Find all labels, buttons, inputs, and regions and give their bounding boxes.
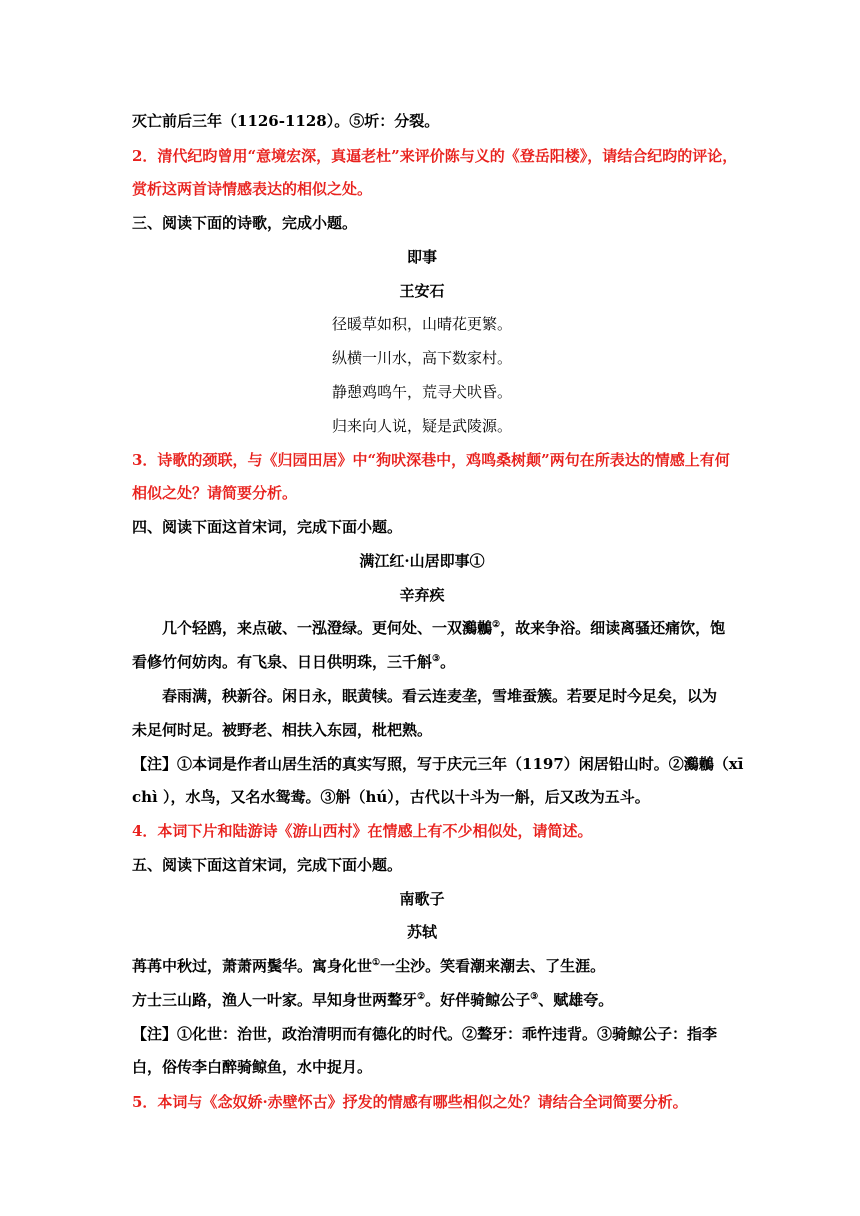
- question-2-line-2: 赏析这两首诗情感表达的相似之处。: [132, 180, 373, 198]
- poem-4-author: 辛弃疾: [399, 586, 445, 604]
- poem-5-note-line-2: 白，俗传李白醉骑鲸鱼，水中捉月。: [132, 1058, 373, 1076]
- poem-5-line-2: 方士三山路，渔人一叶家。早知身世两聱牙②。好伴骑鲸公子③、赋雄夸。: [132, 991, 614, 1009]
- poem-3-title: 即事: [406, 248, 437, 266]
- poem-3-line-3: 静憩鸡鸣午，荒寻犬吠昏。: [331, 383, 512, 401]
- section-3-heading: 三、阅读下面的诗歌，完成小题。: [132, 214, 358, 232]
- question-4: 4．本词下片和陆游诗《游山西村》在情感上有不少相似处，请简述。: [132, 822, 593, 840]
- poem-4-note-line-1: 【注】①本词是作者山居生活的真实写照，写于庆元三年（1197）闲居铅山时。②鸂鶒（xī: [132, 755, 744, 773]
- poem-4-note-line-2: chì ），水鸟，又名水鸳鸯。③斛（hú），古代以十斗为一斛，后又改为五斗。: [132, 788, 650, 806]
- question-3-line-2: 相似之处？请简要分析。: [132, 484, 298, 502]
- question-2-line-1: 2．清代纪昀曾用“意境宏深，真逼老杜”来评价陈与义的《登岳阳楼》，请结合纪昀的评论，: [132, 147, 738, 165]
- poem-4-title: 满江红·山居即事①: [359, 552, 485, 570]
- poem-5-line-1: 苒苒中秋过，萧萧两鬓华。寓身化世①一尘沙。笑看潮来潮去、了生涯。: [132, 957, 606, 975]
- poem-4-stanza-2-line-2: 未足何时足。被野老、相扶入东园，枇杷熟。: [132, 721, 433, 739]
- poem-5-note-line-1: 【注】①化世：治世，政治清明而有德化的时代。②聱牙：乖忤违背。③骑鲸公子：指李: [132, 1025, 718, 1043]
- poem-5-author: 苏轼: [406, 923, 437, 941]
- section-4-heading: 四、阅读下面这首宋词，完成下面小题。: [132, 518, 403, 536]
- poem-3-author: 王安石: [399, 282, 445, 300]
- poem-3-line-2: 纵横一川水，高下数家村。: [331, 349, 512, 367]
- section-5-heading: 五、阅读下面这首宋词，完成下面小题。: [132, 856, 403, 874]
- question-3-line-1: 3．诗歌的颈联，与《归园田居》中“狗吠深巷中，鸡鸣桑树颠”两句在所表达的情感上有何: [132, 451, 730, 469]
- poem-4-stanza-2-line-1: 春雨满，秧新谷。闲日永，眠黄犊。看云连麦垄，雪堆蚕簇。若要足时今足矣，以为: [162, 687, 718, 705]
- question-5: 5．本词与《念奴娇·赤壁怀古》抒发的情感有哪些相似之处？请结合全词简要分析。: [132, 1093, 688, 1111]
- poem-3-line-1: 径暖草如积，山晴花更繁。: [331, 315, 512, 333]
- poem-3-line-4: 归来向人说，疑是武陵源。: [331, 417, 512, 435]
- poem-5-title: 南歌子: [399, 890, 445, 908]
- note-line: 灭亡前后三年（1126-1128）。⑤圻：分裂。: [132, 112, 440, 130]
- poem-4-stanza-1-line-2: 看修竹何妨肉。有飞泉、日日供明珠，三千斛③。: [132, 653, 456, 671]
- poem-4-stanza-1-line-1: 几个轻鸥，来点破、一泓澄绿。更何处、一双鸂鶒②，故来争浴。细读离骚还痛饮，饱: [162, 619, 726, 637]
